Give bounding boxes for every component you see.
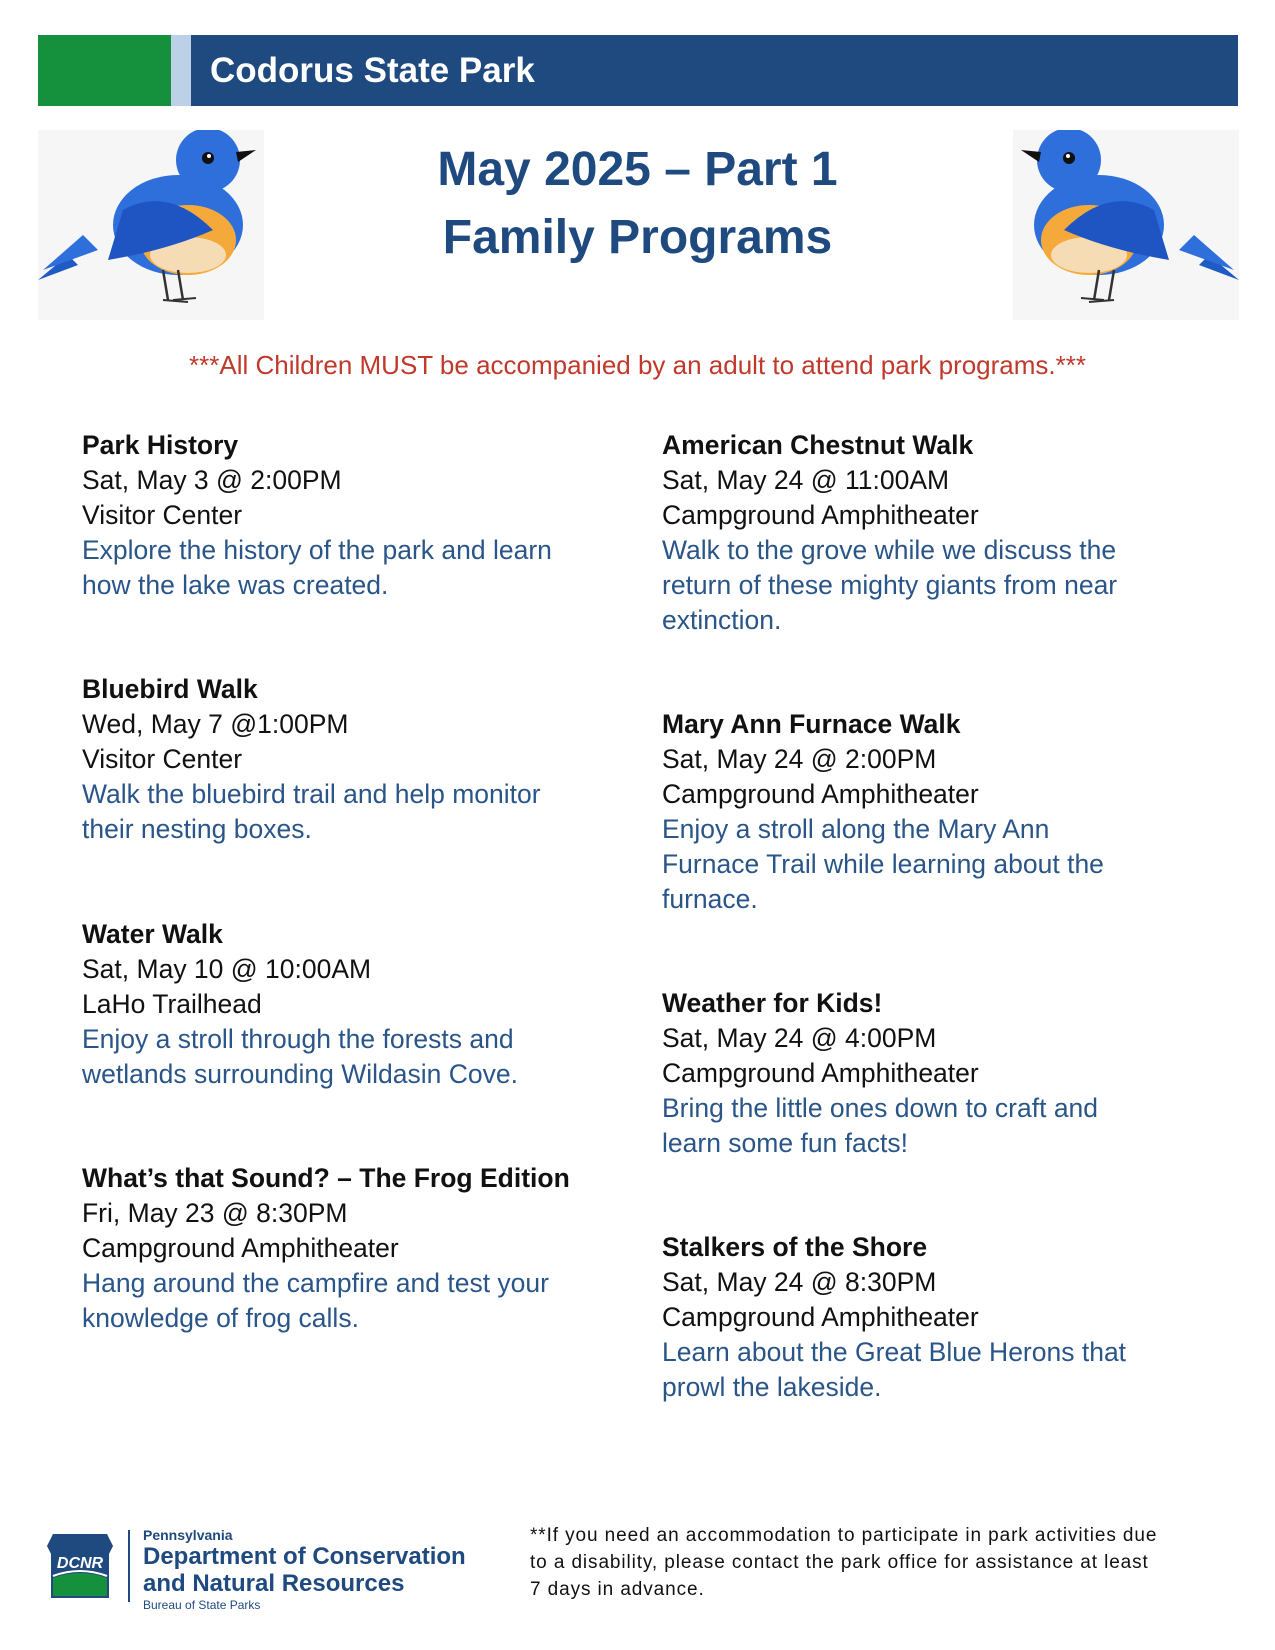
event-title: American Chestnut Walk: [662, 430, 974, 460]
event-description: Explore the history of the park and learn: [82, 535, 552, 565]
event-title: Park History: [82, 430, 239, 460]
event-description: Walk to the grove while we discuss the: [662, 535, 1117, 565]
logo-badge-text: DCNR: [56, 1555, 104, 1572]
bluebird-illustration-left: [38, 130, 264, 320]
event-title: Bluebird Walk: [82, 674, 258, 704]
page-subtitle: Family Programs: [442, 211, 833, 264]
event-description: Learn about the Great Blue Herons that: [662, 1337, 1127, 1367]
note-line: 7 days in advance.: [530, 1579, 705, 1600]
note-line: **If you need an accommodation to participate in park activities due: [530, 1525, 1158, 1546]
event-description: extinction.: [662, 605, 782, 635]
event-description: knowledge of frog calls.: [82, 1303, 359, 1333]
event-datetime: Sat, May 24 @ 2:00PM: [662, 744, 937, 774]
event-description: Bring the little ones down to craft and: [662, 1093, 1099, 1123]
banner-green-block: [38, 35, 171, 106]
event-park-history: [82, 428, 622, 603]
event-bluebird-walk: [82, 672, 622, 847]
event-description: learn some fun facts!: [662, 1128, 908, 1158]
bluebird-illustration-right: [1013, 130, 1239, 320]
event-location: Visitor Center: [82, 744, 243, 774]
event-location: Campground Amphitheater: [662, 1058, 979, 1088]
org-state: Pennsylvania: [143, 1527, 233, 1543]
event-datetime: Sat, May 24 @ 11:00AM: [662, 465, 950, 495]
org-bureau: Bureau of State Parks: [143, 1598, 261, 1612]
event-description: Furnace Trail while learning about the: [662, 849, 1104, 879]
event-title: What’s that Sound? – The Frog Edition: [82, 1163, 570, 1193]
org-name-line1: Department of Conservation: [143, 1543, 466, 1570]
event-description: wetlands surrounding Wildasin Cove.: [82, 1059, 518, 1089]
bluebird-icon: [38, 130, 264, 320]
park-name: Codorus State Park: [210, 51, 535, 90]
event-description: their nesting boxes.: [82, 814, 312, 844]
event-datetime: Sat, May 3 @ 2:00PM: [82, 465, 342, 495]
event-frog-edition: [82, 1161, 642, 1336]
note-line: to a disability, please contact the park office for assistance at least: [530, 1552, 1149, 1573]
event-datetime: Sat, May 24 @ 8:30PM: [662, 1267, 937, 1297]
event-location: Campground Amphitheater: [662, 1302, 979, 1332]
event-description: Walk the bluebird trail and help monitor: [82, 779, 541, 809]
event-description: return of these mighty giants from near: [662, 570, 1118, 600]
event-title: Stalkers of the Shore: [662, 1232, 928, 1262]
bluebird-icon: [1013, 130, 1239, 320]
event-datetime: Sat, May 10 @ 10:00AM: [82, 954, 372, 984]
event-datetime: Fri, May 23 @ 8:30PM: [82, 1198, 348, 1228]
event-stalkers-of-the-shore: [662, 1230, 1202, 1405]
accommodation-note: [530, 1522, 1240, 1603]
event-description: prowl the lakeside.: [662, 1372, 882, 1402]
org-name-line2: and Natural Resources: [143, 1570, 405, 1597]
page-title: May 2025 – Part 1: [437, 143, 838, 196]
dcnr-logo: [45, 1532, 115, 1605]
event-location: Visitor Center: [82, 500, 243, 530]
event-location: Campground Amphitheater: [662, 500, 979, 530]
event-weather-for-kids: [662, 986, 1202, 1161]
event-title: Mary Ann Furnace Walk: [662, 709, 961, 739]
event-description: Enjoy a stroll along the Mary Ann: [662, 814, 1050, 844]
event-location: LaHo Trailhead: [82, 989, 262, 1019]
event-description: furnace.: [662, 884, 758, 914]
event-mary-ann-furnace-walk: [662, 707, 1202, 917]
event-description: Hang around the campfire and test your: [82, 1268, 549, 1298]
logo-divider: [128, 1530, 130, 1602]
event-water-walk: [82, 917, 622, 1092]
event-datetime: Sat, May 24 @ 4:00PM: [662, 1023, 937, 1053]
event-description: how the lake was created.: [82, 570, 389, 600]
event-american-chestnut-walk: [662, 428, 1202, 638]
event-datetime: Wed, May 7 @1:00PM: [82, 709, 349, 739]
banner-light-stripe: [171, 35, 191, 106]
event-title: Water Walk: [82, 919, 223, 949]
event-location: Campground Amphitheater: [662, 779, 979, 809]
dcnr-wordmark: [143, 1527, 466, 1613]
keystone-icon: [45, 1532, 115, 1600]
event-description: Enjoy a stroll through the forests and: [82, 1024, 514, 1054]
event-title: Weather for Kids!: [662, 988, 883, 1018]
supervision-warning: ***All Children MUST be accompanied by an adult to attend park programs.***: [189, 350, 1086, 380]
event-location: Campground Amphitheater: [82, 1233, 399, 1263]
